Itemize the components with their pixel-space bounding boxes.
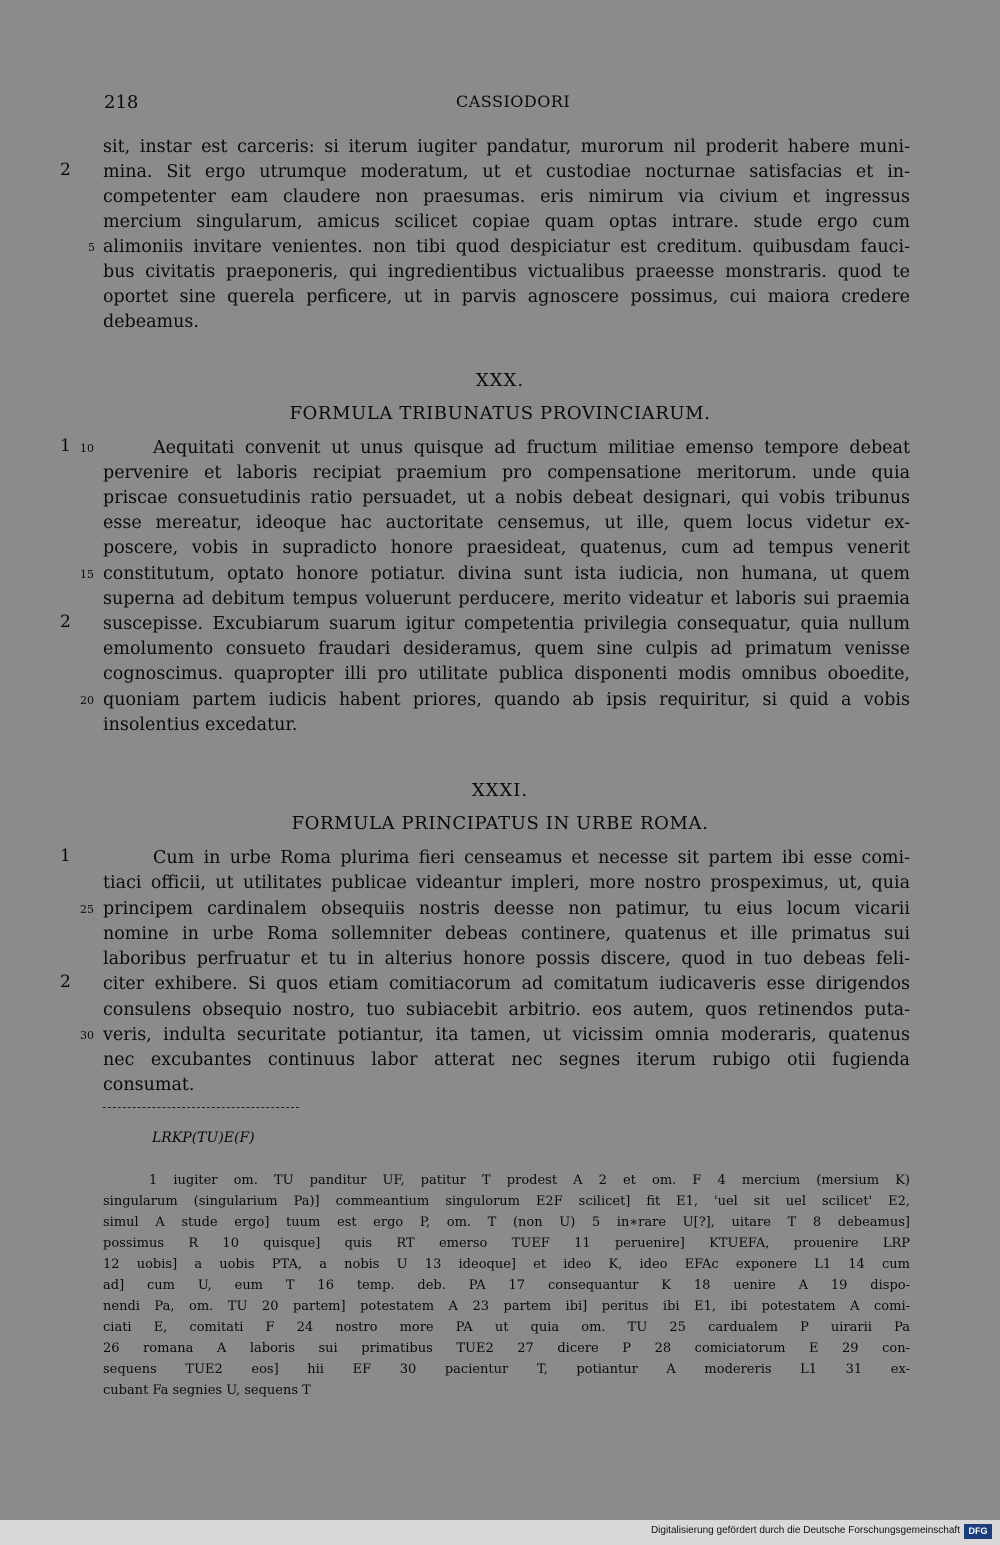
text-line: nec excubantes continuus labor atterat nec segnes iterum rubigo otii fugienda <box>103 1050 910 1070</box>
text-line: sit, instar est carceris: si iterum iugiter pandatur, murorum nil proderit habere muni- <box>103 137 910 157</box>
manuscript-sigla: LRKP(TU)E(F) <box>152 1130 255 1146</box>
section-title: FORMULA TRIBUNATUS PROVINCIARUM. <box>289 403 711 424</box>
apparatus-line: ciati E, comitati F 24 nostro more PA ut quia om. TU 25 cardualem P uirarii Pa <box>103 1320 910 1335</box>
line-number: 10 <box>80 442 94 455</box>
text-line: citer exhibere. Si quos etiam comitiacorum ad comitatum iudicaveris esse dirigendos <box>103 974 910 994</box>
line-number: 5 <box>88 241 95 254</box>
footnote-divider <box>103 1107 299 1108</box>
text-line: poscere, vobis in supradicto honore praesideat, quatenus, cum ad tempus venerit <box>103 538 910 558</box>
text-line: superna ad debitum tempus voluerunt perducere, merito videatur et laboris sui praemia <box>103 589 910 609</box>
apparatus-line: 12 uobis] a uobis PTA, a nobis U 13 ideoque] et ideo K, ideo EFAc exponere L1 14 cum <box>103 1257 910 1272</box>
text-line: cognoscimus. quapropter illi pro utilitate publica disponenti modis omnibus oboedite, <box>103 664 910 684</box>
text-line: veris, indulta securitate potiantur, ita tamen, ut vicissim omnia moderaris, quatenus <box>103 1025 910 1045</box>
paragraph-number: 1 <box>60 436 71 456</box>
section-title: FORMULA PRINCIPATUS IN URBE ROMA. <box>291 813 709 834</box>
text-line: oportet sine querela perficere, ut in parvis agnoscere possimus, cui maiora credere <box>103 287 910 307</box>
text-line: bus civitatis praeponeris, qui ingredientibus victualibus praeesse monstraris. quod te <box>103 262 910 282</box>
line-number: 30 <box>80 1029 94 1042</box>
apparatus-line: ad] cum U, eum T 16 temp. deb. PA 17 consequantur K 18 uenire A 19 dispo- <box>103 1278 910 1293</box>
apparatus-line: 26 romana A laboris sui primatibus TUE2 27 dicere P 28 comiciatorum E 29 con- <box>103 1341 910 1356</box>
section-number: XXXI. <box>471 780 529 801</box>
text-line: Cum in urbe Roma plurima fieri censeamus et necesse sit partem ibi esse comi- <box>153 848 910 868</box>
text-line: esse mereatur, ideoque hac auctoritate censemus, ut ille, quem locus videtur ex- <box>103 513 910 533</box>
text-line: quoniam partem iudicis habent priores, quando ab ipsis requiritur, si quid a vobis <box>103 690 910 710</box>
text-line: priscae consuetudinis ratio persuadet, ut a nobis debeat designari, qui vobis tribunus <box>103 488 910 508</box>
running-title: CASSIODORI <box>456 92 571 111</box>
page-number: 218 <box>104 92 139 113</box>
apparatus-line: sequens TUE2 eos] hii EF 30 pacientur T, potiantur A modereris L1 31 ex- <box>103 1362 910 1377</box>
text-line: debeamus. <box>103 312 199 332</box>
text-line: laboribus perfruatur et tu in alterius honore possis discere, quod in tuo debeas feli- <box>103 949 910 969</box>
dfg-logo: DFG <box>964 1524 992 1539</box>
text-line: insolentius excedatur. <box>103 715 298 735</box>
text-line: consumat. <box>103 1075 195 1095</box>
text-line: Aequitati convenit ut unus quisque ad fructum militiae emenso tempore debeat <box>153 438 910 458</box>
apparatus-line: simul A stude ergo] tuum est ergo P, om. T (non U) 5 in∗rare U[?], uitare T 8 debeamus] <box>103 1215 910 1230</box>
text-line: alimoniis invitare venientes. non tibi quod despiciatur est creditum. quibusdam fauci- <box>103 237 910 257</box>
text-line: nomine in urbe Roma sollemniter debeas continere, quatenus et ille primatus sui <box>103 924 910 944</box>
text-line: tiaci officii, ut utilitates publicae videantur impleri, more nostro prospeximus, ut, quia <box>103 873 910 893</box>
text-line: mercium singularum, amicus scilicet copiae quam optas intrare. stude ergo cum <box>103 212 910 232</box>
text-line: pervenire et laboris recipiat praemium pro compensatione meritorum. unde quia <box>103 463 910 483</box>
apparatus-line: nendi Pa, om. TU 20 partem] potestatem A 23 partem ibi] peritus ibi E1, ibi potestatem A comi- <box>103 1299 910 1314</box>
apparatus-line: singularum (singularium Pa)] commeantium singulorum E2F scilicet] fit E1, 'uel sit uel scilicet' E2, <box>103 1194 910 1209</box>
text-line: emolumento consueto fraudari desideramus, quem sine culpis ad primatum venisse <box>103 639 910 659</box>
funding-footer <box>0 1520 1000 1545</box>
section-number: XXX. <box>475 370 525 391</box>
text-line: principem cardinalem obsequiis nostris deesse non patimur, tu eius locum vicarii <box>103 899 910 919</box>
line-number: 20 <box>80 694 94 707</box>
paragraph-number: 2 <box>60 612 71 632</box>
line-number: 15 <box>80 568 94 581</box>
apparatus-line: cubant Fa segnies U, sequens T <box>103 1383 311 1398</box>
text-line: suscepisse. Excubiarum suarum igitur competentia privilegia consequatur, quia nullum <box>103 614 910 634</box>
text-line: competenter eam claudere non praesumas. eris nimirum via civium et ingressus <box>103 187 910 207</box>
apparatus-line: 1 iugiter om. TU panditur UF, patitur T prodest A 2 et om. F 4 mercium (mersium K) <box>149 1173 910 1188</box>
funding-notice: Digitalisierung gefördert durch die Deutsche Forschungsgemeinschaft <box>650 1525 960 1536</box>
paragraph-number: 2 <box>60 160 71 180</box>
paragraph-number: 1 <box>60 846 71 866</box>
apparatus-line: possimus R 10 quisque] quis RT emerso TUEF 11 peruenire] KTUEFA, prouenire LRP <box>103 1236 910 1251</box>
line-number: 25 <box>80 903 94 916</box>
text-line: constitutum, optato honore potiatur. divina sunt ista iudicia, non humana, ut quem <box>103 564 910 584</box>
text-line: mina. Sit ergo utrumque moderatum, ut et custodiae nocturnae satisfacias et in- <box>103 162 910 182</box>
paragraph-number: 2 <box>60 972 71 992</box>
text-line: consulens obsequio nostro, tuo subiacebit arbitrio. eos autem, quos retinendos puta- <box>103 1000 910 1020</box>
